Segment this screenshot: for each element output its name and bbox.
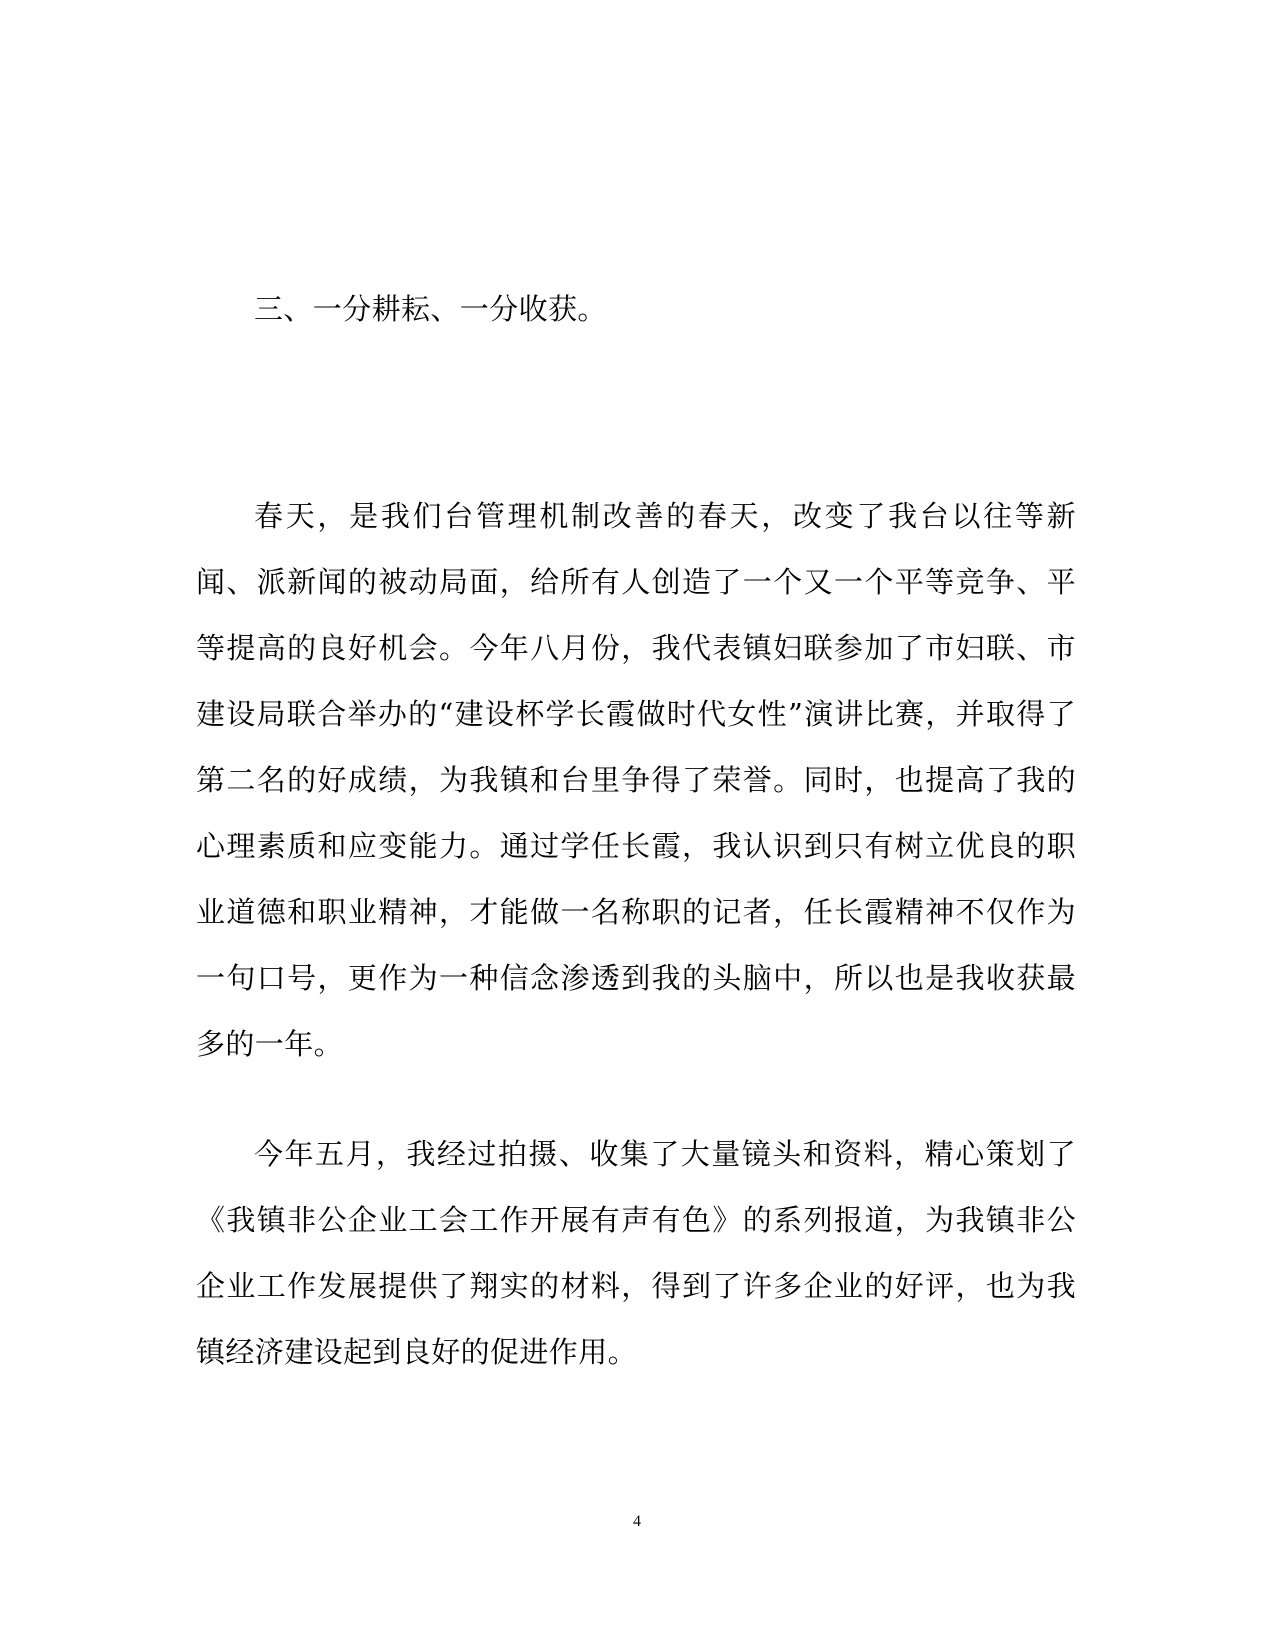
body-paragraph: 春天，是我们台管理机制改善的春天，改变了我台以往等新闻、派新闻的被动局面，给所有人创造了一个又一个平等竞争、平等提高的良好机会。今年八月份，我代表镇妇联参加了市妇联、市建设局联合举办的“建设杯学长霞做时代女性”演讲比赛，并取得了第二名的好成绩，为我镇和台里争得了荣誉。同时，也提高了我的心理素质和应变能力。通过学任长霞，我认识到只有树立优良的职业道德和职业精神，才能做一名称职的记者，任长霞精神不仅作为一句口号，更作为一种信念渗透到我的头脑中，所以也是我收获最多的一年。 (196, 499, 1076, 1061)
page-number: 4 (633, 1513, 641, 1530)
body-paragraph: 今年五月，我经过拍摄、收集了大量镜头和资料，精心策划了《我镇非公企业工会工作开展有声有色》的系列报道，为我镇非公企业工作发展提供了翔实的材料，得到了许多企业的好评，也为我镇经济建设起到良好的促进作用。 (196, 1137, 1076, 1369)
section-heading: 三、一分耕耘、一分收获。 (254, 292, 607, 326)
